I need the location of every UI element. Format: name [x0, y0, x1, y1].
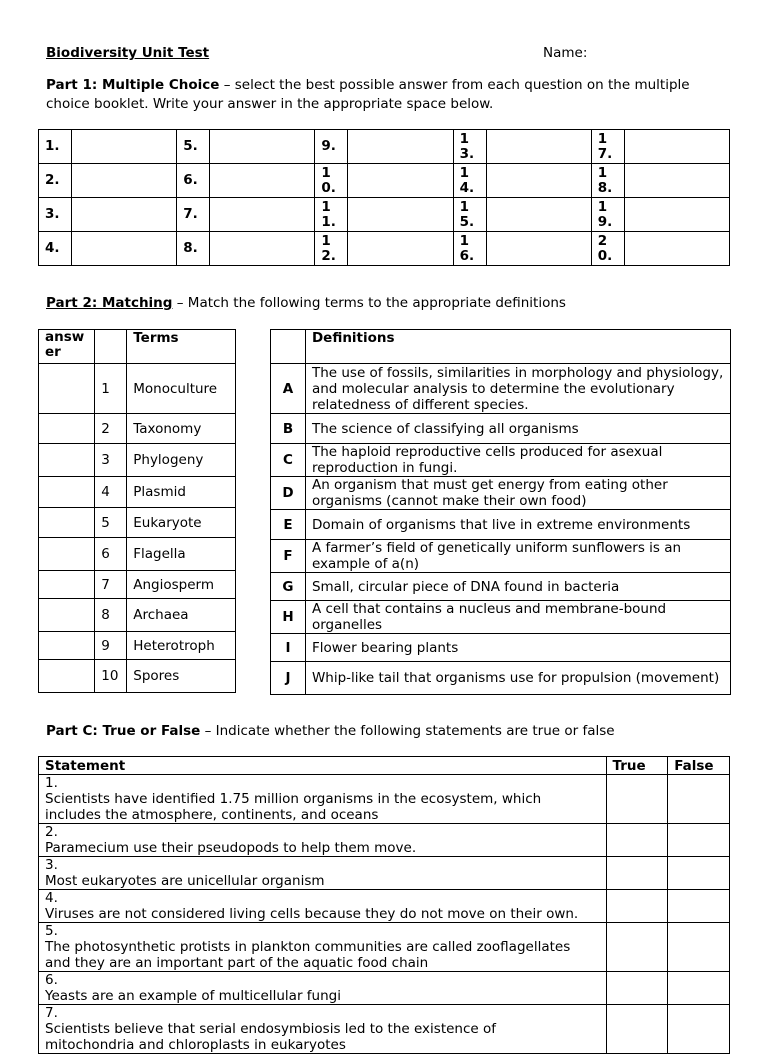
statement-text: Viruses are not considered living cells because they do not move on their own. [45, 906, 579, 922]
mc-question-number: 8. [177, 232, 210, 266]
mc-row [39, 164, 730, 198]
definition-letter: J [271, 662, 306, 695]
definition-row [271, 414, 731, 444]
term-number: 6 [95, 538, 127, 571]
true-answer-cell[interactable] [606, 775, 668, 824]
statement-row [39, 972, 730, 1005]
mc-answer-cell[interactable] [486, 164, 591, 198]
mc-question-number: 6. [177, 164, 210, 198]
false-answer-cell[interactable] [668, 775, 730, 824]
statement-number: 7. [45, 1005, 58, 1021]
term-number: 3 [95, 444, 127, 477]
definition-letter: B [271, 414, 306, 444]
matching-answer-cell[interactable] [39, 599, 95, 632]
statement-cell [39, 1005, 607, 1054]
definition-letter: F [271, 540, 306, 573]
matching-answer-cell[interactable] [39, 538, 95, 571]
mc-answer-cell[interactable] [624, 130, 729, 164]
mc-question-number: 19. [591, 198, 624, 232]
statement-text: The photosynthetic protists in plankton communities are called zooflagellates and they are an important part of the aquatic food chain [45, 939, 571, 971]
term-name: Flagella [127, 538, 236, 571]
false-answer-cell[interactable] [668, 972, 730, 1005]
mc-row [39, 198, 730, 232]
name-label: Name: [543, 45, 588, 61]
true-answer-cell[interactable] [606, 972, 668, 1005]
mc-question-number: 7. [177, 198, 210, 232]
mc-answer-cell[interactable] [624, 198, 729, 232]
definition-letter: C [271, 444, 306, 477]
mc-answer-cell[interactable] [486, 232, 591, 266]
statement-row [39, 857, 730, 890]
matching-answer-cell[interactable] [39, 571, 95, 599]
mc-answer-cell[interactable] [72, 198, 177, 232]
true-answer-cell[interactable] [606, 857, 668, 890]
matching-answer-cell[interactable] [39, 414, 95, 444]
definition-letter: G [271, 573, 306, 601]
matching-answer-cell[interactable] [39, 477, 95, 508]
term-name: Phylogeny [127, 444, 236, 477]
false-answer-cell[interactable] [668, 1005, 730, 1054]
mc-question-number: 14. [453, 164, 486, 198]
definitions-header: Definitions [305, 330, 730, 364]
multiple-choice-answer-table [38, 129, 730, 266]
mc-answer-cell[interactable] [72, 130, 177, 164]
part2-heading: Part 2: Matching [46, 295, 173, 311]
statement-text: Most eukaryotes are unicellular organism [45, 873, 325, 889]
statement-cell [39, 775, 607, 824]
term-row [39, 571, 236, 599]
mc-question-number: 2. [39, 164, 72, 198]
term-row [39, 444, 236, 477]
matching-answer-cell[interactable] [39, 660, 95, 693]
statement-row [39, 890, 730, 923]
matching-answer-cell[interactable] [39, 364, 95, 414]
terms-header: Terms [127, 330, 236, 364]
definition-text: A farmer’s field of genetically uniform sunflowers is an example of a(n) [305, 540, 730, 573]
part1-heading: Part 1: Multiple Choice [46, 77, 220, 93]
definition-letter: I [271, 634, 306, 662]
term-number: 2 [95, 414, 127, 444]
mc-question-number: 11. [315, 198, 348, 232]
true-answer-cell[interactable] [606, 923, 668, 972]
true-false-table [38, 756, 730, 1054]
mc-answer-cell[interactable] [72, 232, 177, 266]
term-name: Taxonomy [127, 414, 236, 444]
mc-question-number: 12. [315, 232, 348, 266]
mc-question-number: 13. [453, 130, 486, 164]
mc-question-number: 18. [591, 164, 624, 198]
definition-letter: A [271, 364, 306, 414]
mc-question-number: 15. [453, 198, 486, 232]
definition-letter: D [271, 477, 306, 510]
term-name: Heterotroph [127, 632, 236, 660]
part3-instructions-text: – Indicate whether the following statements are true or false [200, 723, 615, 739]
definition-text: The haploid reproductive cells produced for asexual reproduction in fungi. [305, 444, 730, 477]
definition-row [271, 477, 731, 510]
statement-cell [39, 824, 607, 857]
statement-text: Yeasts are an example of multicellular fungi [45, 988, 341, 1004]
term-number: 9 [95, 632, 127, 660]
mc-answer-cell[interactable] [72, 164, 177, 198]
term-number-header [95, 330, 127, 364]
definition-text: Domain of organisms that live in extreme environments [305, 510, 730, 540]
mc-answer-cell[interactable] [486, 130, 591, 164]
part3-instructions [46, 723, 615, 739]
matching-answer-cell[interactable] [39, 632, 95, 660]
mc-question-number: 3. [39, 198, 72, 232]
definition-text: Small, circular piece of DNA found in bacteria [305, 573, 730, 601]
mc-question-number: 10. [315, 164, 348, 198]
definitions-table [270, 329, 731, 695]
statement-number: 1. [45, 775, 58, 791]
definition-text: The use of fossils, similarities in morphology and physiology, and molecular analysis to determine the evolutionary relatedness of different species. [305, 364, 730, 414]
statement-cell [39, 923, 607, 972]
mc-answer-cell[interactable] [624, 164, 729, 198]
false-answer-cell[interactable] [668, 824, 730, 857]
definition-row [271, 601, 731, 634]
definition-text: Whip-like tail that organisms use for propulsion (movement) [305, 662, 730, 695]
mc-question-number: 4. [39, 232, 72, 266]
answer-header: answer [39, 330, 95, 364]
statement-text: Paramecium use their pseudopods to help them move. [45, 840, 417, 856]
true-answer-cell[interactable] [606, 1005, 668, 1054]
mc-question-number: 9. [315, 130, 348, 164]
matching-answer-cell[interactable] [39, 444, 95, 477]
false-answer-cell[interactable] [668, 923, 730, 972]
definition-text: Flower bearing plants [305, 634, 730, 662]
mc-answer-cell[interactable] [210, 130, 315, 164]
statement-number: 6. [45, 972, 58, 988]
definition-letter-header [271, 330, 306, 364]
part3-heading: Part C: True or False [46, 723, 201, 739]
term-row [39, 632, 236, 660]
true-header: True [606, 757, 668, 775]
mc-row [39, 130, 730, 164]
term-number: 4 [95, 477, 127, 508]
statement-number: 5. [45, 923, 58, 939]
statement-row [39, 1005, 730, 1054]
mc-answer-cell[interactable] [348, 164, 453, 198]
mc-question-number: 20. [591, 232, 624, 266]
definition-letter: E [271, 510, 306, 540]
term-number: 1 [95, 364, 127, 414]
term-row [39, 660, 236, 693]
statement-text: Scientists have identified 1.75 million organisms in the ecosystem, which includes the atmosphere, continents, and oceans [45, 791, 542, 823]
definition-text: The science of classifying all organisms [305, 414, 730, 444]
statement-row [39, 923, 730, 972]
mc-answer-cell[interactable] [348, 232, 453, 266]
term-number: 5 [95, 508, 127, 538]
definition-row [271, 444, 731, 477]
definition-row [271, 364, 731, 414]
term-row [39, 599, 236, 632]
false-answer-cell[interactable] [668, 857, 730, 890]
term-name: Archaea [127, 599, 236, 632]
mc-answer-cell[interactable] [210, 232, 315, 266]
mc-answer-cell[interactable] [210, 164, 315, 198]
statement-cell [39, 857, 607, 890]
true-answer-cell[interactable] [606, 824, 668, 857]
part2-instructions-text: – Match the following terms to the appropriate definitions [172, 295, 566, 311]
true-answer-cell[interactable] [606, 890, 668, 923]
terms-table [38, 329, 236, 693]
mc-answer-cell[interactable] [348, 198, 453, 232]
mc-answer-cell[interactable] [348, 130, 453, 164]
statement-row [39, 824, 730, 857]
statement-number: 4. [45, 890, 58, 906]
mc-question-number: 5. [177, 130, 210, 164]
statement-cell [39, 972, 607, 1005]
term-name: Monoculture [127, 364, 236, 414]
mc-answer-cell[interactable] [486, 198, 591, 232]
false-answer-cell[interactable] [668, 890, 730, 923]
mc-question-number: 1. [39, 130, 72, 164]
term-row [39, 364, 236, 414]
term-row [39, 414, 236, 444]
test-title: Biodiversity Unit Test [46, 45, 210, 61]
mc-answer-cell[interactable] [210, 198, 315, 232]
term-row [39, 538, 236, 571]
term-number: 10 [95, 660, 127, 693]
false-header: False [668, 757, 730, 775]
definition-letter: H [271, 601, 306, 634]
term-name: Angiosperm [127, 571, 236, 599]
mc-row [39, 232, 730, 266]
term-name: Plasmid [127, 477, 236, 508]
statement-number: 2. [45, 824, 58, 840]
mc-question-number: 16. [453, 232, 486, 266]
definition-row [271, 573, 731, 601]
definition-row [271, 634, 731, 662]
term-row [39, 508, 236, 538]
definition-row [271, 540, 731, 573]
statement-row [39, 775, 730, 824]
part1-instructions-text: – select the best possible answer from each question on the multiple choice booklet. Write your answer in the appropriate space below. [46, 77, 690, 112]
term-number: 7 [95, 571, 127, 599]
term-name: Spores [127, 660, 236, 693]
term-row [39, 477, 236, 508]
definition-row [271, 510, 731, 540]
statement-text: Scientists believe that serial endosymbiosis led to the existence of mitochondria and chloroplasts in eukaryotes [45, 1021, 497, 1053]
part1-instructions [46, 76, 736, 114]
statement-cell [39, 890, 607, 923]
term-name: Eukaryote [127, 508, 236, 538]
definition-text: An organism that must get energy from eating other organisms (cannot make their own food) [305, 477, 730, 510]
statement-number: 3. [45, 857, 58, 873]
definition-text: A cell that contains a nucleus and membrane-bound organelles [305, 601, 730, 634]
definition-row [271, 662, 731, 695]
matching-answer-cell[interactable] [39, 508, 95, 538]
mc-question-number: 17. [591, 130, 624, 164]
statement-header: Statement [39, 757, 607, 775]
term-number: 8 [95, 599, 127, 632]
mc-answer-cell[interactable] [624, 232, 729, 266]
part2-instructions [46, 295, 566, 311]
